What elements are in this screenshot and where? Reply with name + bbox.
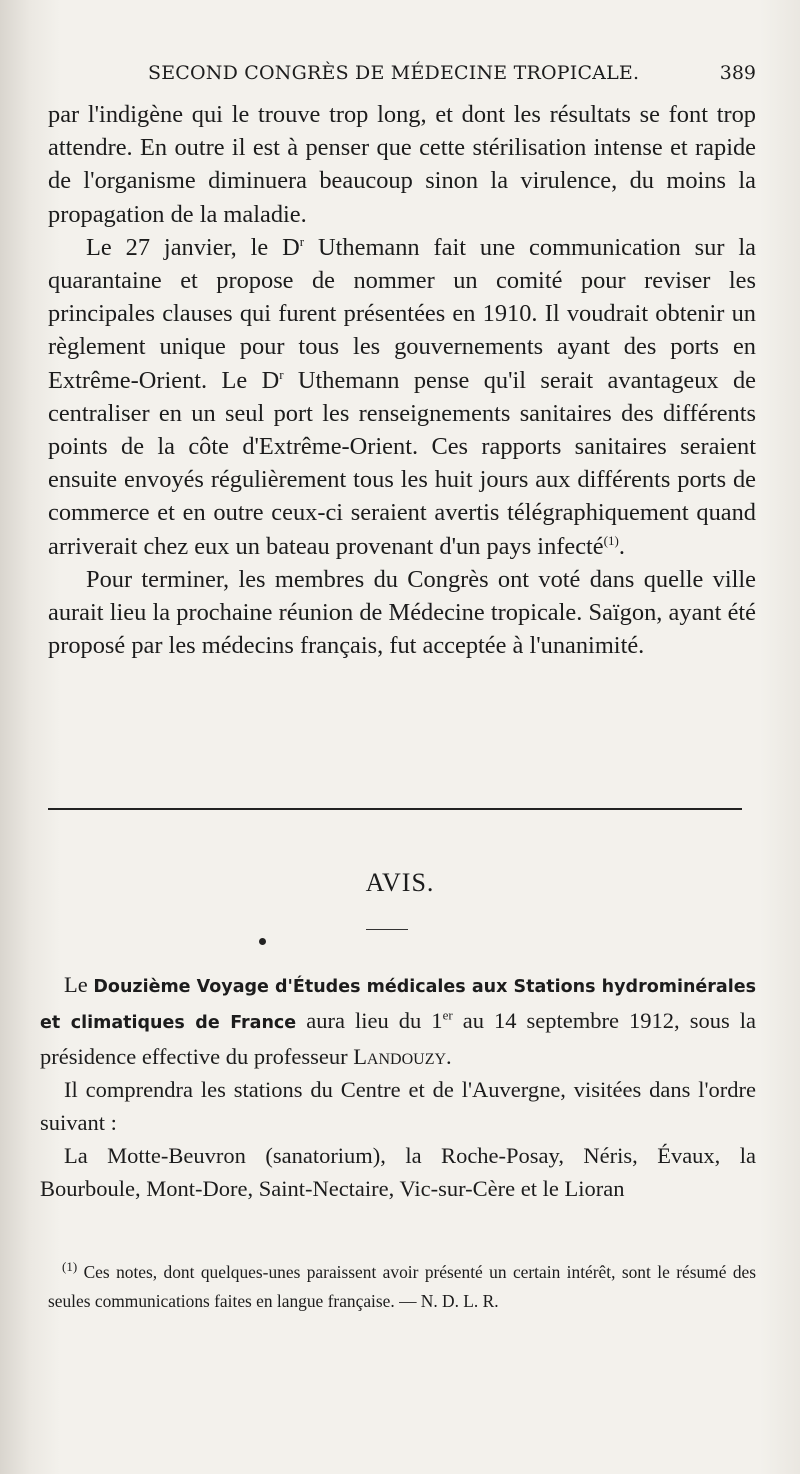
footnote-reference: (1) bbox=[603, 532, 619, 548]
page-number: 389 bbox=[719, 62, 756, 84]
footnote-marker: (1) bbox=[62, 1259, 78, 1275]
avis-paragraph-1 bbox=[40, 968, 756, 1073]
avis-p1-lead: Le bbox=[64, 972, 94, 997]
avis-text bbox=[40, 968, 756, 1205]
main-text bbox=[48, 98, 756, 662]
avis-paragraph-2: Il comprendra les stations du Centre et de l'Auvergne, visitées dans l'ordre suivant : bbox=[40, 1077, 756, 1135]
avis-p1-bold: Douzième Voyage d'Études médicales aux Stations hydrominérales et climatiques de France bbox=[40, 977, 757, 1033]
p2-text-2: Uthemann fait une communication sur la quarantaine et propose de nommer un comité pour reviser les principales clauses qui furent présentées en 1910. Il voudrait obtenir un règlement unique pour tous les gouvernements ayant des ports en Extrême-Orient. Le D bbox=[48, 233, 756, 394]
avis-title: AVIS. bbox=[365, 868, 435, 897]
avis-p1-superscript: er bbox=[442, 1007, 453, 1023]
paragraph-1: par l'indigène qui le trouve trop long, et dont les résultats se font trop attendre. En outre il est à penser que cette stérilisation intense et rapide de l'organisme diminuera beaucoup sinon la virulence, du moins la propagation de la maladie. bbox=[48, 101, 756, 228]
footnote bbox=[48, 1258, 756, 1316]
paragraph-2 bbox=[48, 231, 756, 563]
p2-end: . bbox=[618, 532, 625, 560]
professor-name: Landouzy bbox=[353, 1044, 447, 1069]
avis-p1-mid: aura lieu du 1 bbox=[296, 1008, 443, 1033]
p2-text-3: Uthemann pense qu'il serait avantageux de centraliser en un seul port les renseignements sanitaires des différents points de la côte d'Extrême-Orient. Ces rapports sanitaires seraient ensuite envoyés régulièrement tous les huit jours aux différents ports de commerce et en outre ceux-ci seraient avertis télégraphiquement quand arriverait chez eux un bateau provenant d'un pays infecté bbox=[48, 366, 756, 560]
p2-superscript-1: r bbox=[299, 233, 305, 249]
title-underline bbox=[366, 929, 408, 930]
avis-paragraph-3: La Motte-Beuvron (sanatorium), la Roche-Posay, Néris, Évaux, la Bourboule, Mont-Dore, Saint-Nectaire, Vic-sur-Cère et le Lioran bbox=[40, 1143, 756, 1201]
ornament-dot bbox=[259, 938, 266, 945]
avis-p1-end: . bbox=[446, 1044, 452, 1069]
avis-p1-rest: au 14 septembre 1912, sous la présidence effective du professeur bbox=[40, 1008, 756, 1069]
section-divider bbox=[48, 808, 742, 810]
page-header bbox=[48, 62, 760, 92]
p2-superscript-2: r bbox=[279, 366, 284, 382]
running-title: SECOND CONGRÈS DE MÉDECINE TROPICALE. bbox=[148, 62, 640, 84]
paragraph-3: Pour terminer, les membres du Congrès ont voté dans quelle ville aurait lieu la prochaine réunion de Médecine tropicale. Saïgon, ayant été proposé par les médecins français, fut acceptée à l'unanimité. bbox=[48, 565, 756, 660]
footnote-paragraph bbox=[48, 1258, 756, 1316]
p2-text-1: Le 27 janvier, le D bbox=[86, 233, 300, 261]
footnote-text: Ces notes, dont quelques-unes paraissent avoir présenté un certain intérêt, sont le résumé des seules communications faites en langue française. — N. D. L. R. bbox=[48, 1262, 756, 1311]
